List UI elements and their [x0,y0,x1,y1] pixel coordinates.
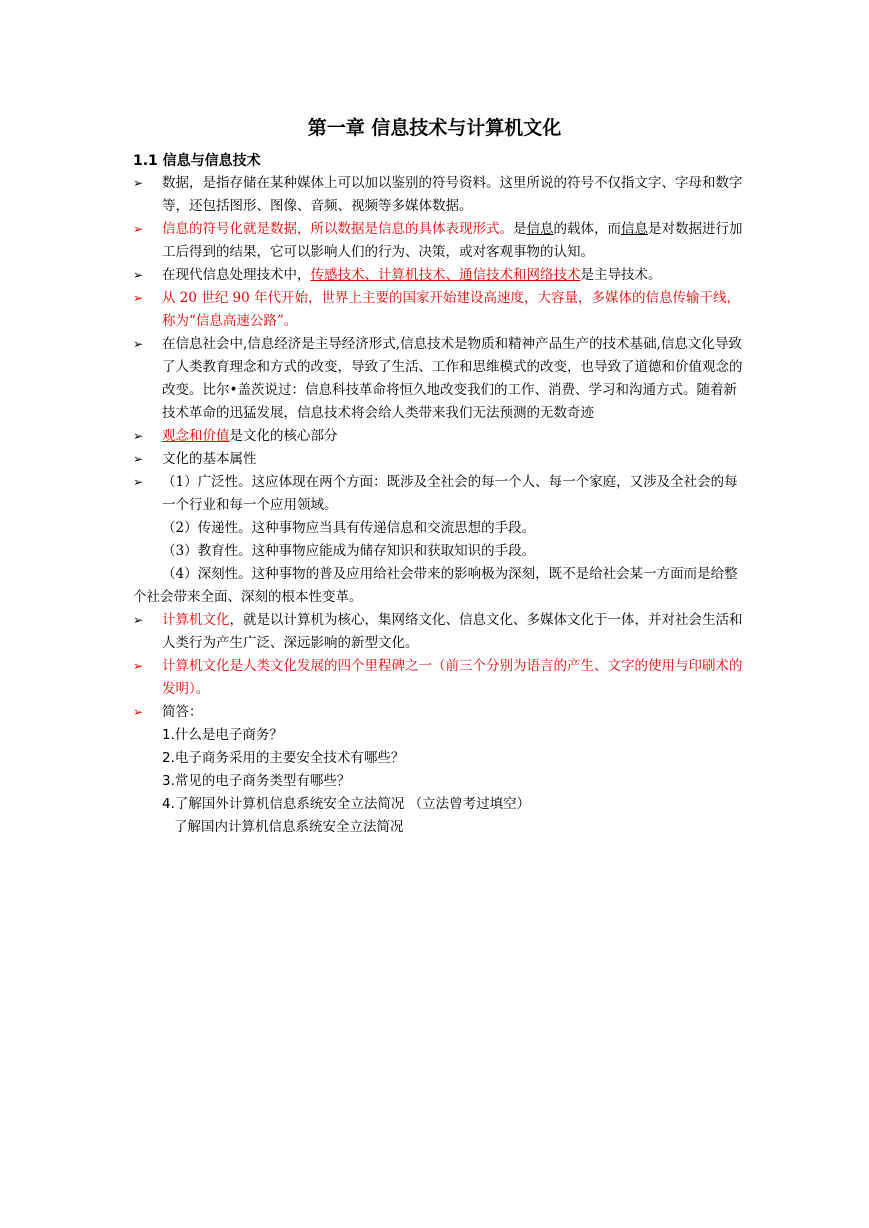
item-text-highlight: 观念和价值 [162,428,230,444]
list-item [133,471,743,517]
arrow-bullet-icon: ➢ [133,268,144,282]
list-item [133,333,743,425]
item-text: 是主导技术。 [580,267,662,283]
item-text-highlight: 从 20 世纪 90 年代开始，世界上主要的国家开始建设高速度，大容量，多媒体的信息传输干线，称为“信息高速公路”。 [162,290,741,329]
arrow-bullet-icon: ➢ [133,659,144,673]
arrow-bullet-icon: ➢ [133,705,144,719]
question-line: 4.了解国外计算机信息系统安全立法简况 （立法曾考过填空） [162,796,531,812]
item-text-highlight: 计算机文化 [162,612,230,628]
item-text: （1）广泛性。这应体现在两个方面：既涉及全社会的每一个人、每一个家庭，又涉及全社会的每一个行业和每一个应用领域。 [162,474,738,513]
list-item [133,264,743,287]
arrow-bullet-icon: ➢ [133,429,144,443]
arrow-bullet-icon: ➢ [133,613,144,627]
item-text: 在现代信息处理技术中， [162,267,311,283]
list-item [133,448,743,471]
item-text: 在信息社会中,信息经济是主导经济形式,信息技术是物质和精神产品生产的技术基础,信息文化导致了人类教育理念和方式的改变，导致了生活、工作和思维模式的改变，也导致了道德和价值观念的改变。比尔•盖茨说过：信息科技革命将恒久地改变我们的工作、消费、学习和沟通方式。随着新技术革命的迅猛发展，信息技术将会给人类带来我们无法预测的无数奇迹 [162,336,743,421]
document-body [133,172,743,839]
qa-label: 简答： [162,704,203,720]
item-text: 是 [513,221,527,237]
item-text: 数据，是指存储在某种媒体上可以加以鉴别的符号资料。这里所说的符号不仅指文字、字母和数字等，还包括图形、图像、音频、视频等多媒体数据。 [162,175,743,214]
list-item [133,609,743,655]
list-item [133,172,743,218]
arrow-bullet-icon: ➢ [133,176,144,190]
item-text: ，就是以计算机为核心，集网络文化、信息文化、多媒体文化于一体，并对社会生活和人类行为产生广泛、深远影响的新型文化。 [162,612,743,651]
item-text: 是对数据进行加工后得到的结果，它可以影响人们的行为、决策，或对客观事物的认知。 [162,221,743,260]
arrow-bullet-icon: ➢ [133,291,144,305]
list-item [133,425,743,448]
item-text-highlight: 信息的符号化就是数据，所以数据是信息的具体表现形式。 [162,221,513,237]
item-text-highlight: 计算机文化是人类文化发展的四个里程碑之一（前三个分别为语言的产生、文字的使用与印刷术的发明）。 [162,658,743,697]
section-heading: 1.1 信息与信息技术 [133,153,261,169]
item-text: 文化的基本属性 [162,451,257,467]
item-text-underlined: 信息 [526,221,554,237]
arrow-bullet-icon: ➢ [133,337,144,351]
item-text: 是文化的核心部分 [229,428,338,444]
question-line: 了解国内计算机信息系统安全立法简况 [174,819,404,835]
question-line: 2.电子商务采用的主要安全技术有哪些？ [162,750,405,766]
attribute-line: （3）教育性。这种事物应能成为储存知识和获取知识的手段。 [162,543,536,559]
question-line: 3.常见的电子商务类型有哪些？ [162,773,351,789]
arrow-bullet-icon: ➢ [133,452,144,466]
item-text: 的载体，而 [553,221,621,237]
item-text-underlined: 信息 [621,221,648,237]
arrow-bullet-icon: ➢ [133,222,144,236]
item-text-highlight: 传感技术、计算机技术、通信技术和网络技术 [310,267,581,283]
arrow-bullet-icon: ➢ [133,475,144,489]
chapter-title: 第一章 信息技术与计算机文化 [307,117,562,139]
attribute-line: （2）传递性。这种事物应当具有传递信息和交流思想的手段。 [162,520,536,536]
list-item [133,655,743,701]
list-item [133,287,743,333]
attribute-line: （4）深刻性。这种事物的普及应用给社会带来的影响极为深刻，既不是给社会某一方面而是给整个社会带来全面、深刻的根本性变革。 [133,566,738,605]
list-item [133,701,743,724]
question-line: 1.什么是电子商务？ [162,727,283,743]
list-item [133,218,743,264]
